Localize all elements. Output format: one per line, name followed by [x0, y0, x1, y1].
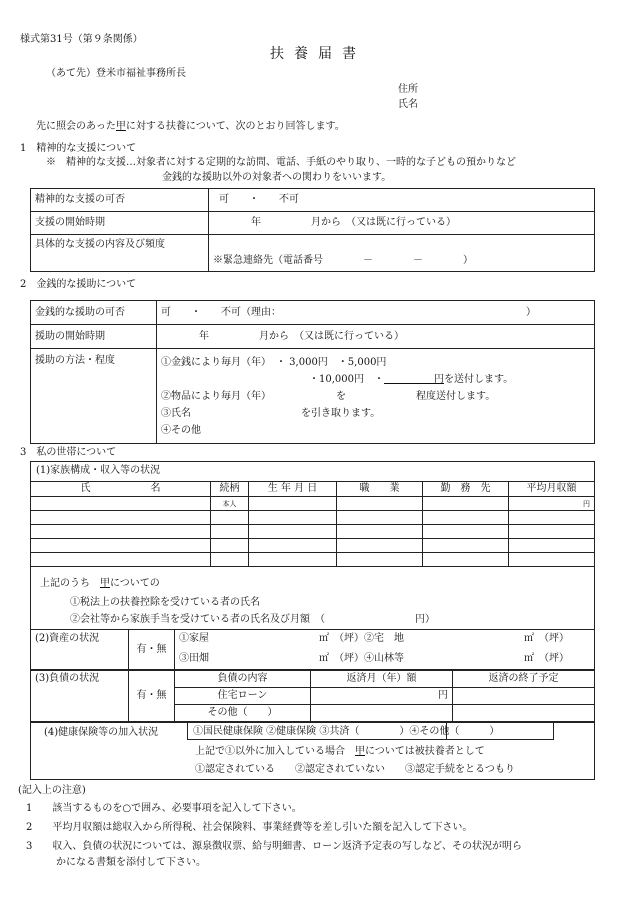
section1-heading: 1 精神的な支援について	[20, 143, 137, 154]
header-relation: 続柄	[211, 482, 249, 497]
table-row	[31, 511, 595, 525]
table-row	[31, 525, 595, 539]
asset-row-1[interactable]: ①家屋 ㎡ （坪）②宅 地 ㎡ （坪）	[175, 630, 595, 649]
below-table-text: 上記のうち 甲についての	[40, 578, 160, 589]
debt-header-end: 返済の終了予定	[453, 671, 595, 688]
note-3: 3 収入、負債の状況については、源泉徴収票、給与明細書、ローン返済予定表の写しなど、その状況が明ら	[26, 841, 522, 852]
addressee: （あて先）登米市福祉事務所長	[46, 68, 186, 79]
debt-header-content: 負債の内容	[175, 671, 311, 688]
debt-other[interactable]: その他（ ）	[175, 705, 311, 722]
debt-end-1[interactable]	[453, 688, 595, 705]
insurance-choices[interactable]: ①認定されている ②認定されていない ③認定手続をとるつもり	[195, 764, 515, 775]
method-line-5: ④その他	[161, 425, 201, 436]
cell[interactable]	[249, 497, 337, 511]
label-financial-start: 援助の開始時期	[31, 325, 157, 349]
cell-yen: 円	[509, 497, 595, 511]
value-emergency-contact[interactable]: ※緊急連絡先（電話番号 － － ）	[209, 235, 595, 272]
section1-note-cont: 金銭的な援助以外の対象者への関わりをいいます。	[162, 172, 392, 183]
label-financial-support: 金銭的な援助の可否	[31, 301, 157, 325]
debt-amount-yen[interactable]: 円	[311, 688, 453, 705]
cell[interactable]	[337, 497, 423, 511]
method-line-4: ③氏名 を引き取ります。	[161, 408, 381, 419]
table-row	[31, 553, 595, 567]
debt-yes-no[interactable]: 有・無	[129, 671, 175, 722]
insurance-label: (4)健康保険等の加入状況	[44, 727, 159, 738]
header-income: 平均月収額	[509, 482, 595, 497]
cell-honnin: 本人	[211, 497, 249, 511]
method-line-1: ①金銭により毎月（年） ・ 3,000円 ・5,000円	[161, 357, 387, 368]
header-occupation: 職 業	[337, 482, 423, 497]
method-line-2: ・10,000円 ・ 円を送付します。	[309, 374, 514, 385]
tax-dependent-option[interactable]: ①税法上の扶養控除を受けている者の氏名	[70, 597, 260, 608]
value-support-start[interactable]: 年 月から （又は既に行っている）	[209, 212, 595, 235]
debt-label: (3)負債の状況	[31, 671, 129, 722]
table-row	[31, 539, 595, 553]
debt-end-2[interactable]	[453, 705, 595, 722]
financial-support-table	[30, 300, 595, 444]
address-label: 住所	[398, 84, 418, 95]
header-workplace: 勤 務 先	[423, 482, 509, 497]
insurance-note: 上記で①以外に加入している場合 甲については被扶養者として	[195, 746, 485, 757]
section2-heading: 2 金銭的な援助について	[20, 279, 137, 290]
asset-label: (2)資産の状況	[31, 630, 129, 670]
value-mental-support[interactable]: 可 ・ 不可	[209, 189, 595, 212]
name-label: 氏名	[398, 99, 418, 110]
table-row	[31, 497, 595, 511]
label-method: 援助の方法・程度	[31, 349, 157, 444]
label-support-start: 支援の開始時期	[31, 212, 209, 235]
asset-table	[30, 629, 595, 670]
intro-text: 先に照会のあった甲に対する扶養について、次のとおり回答します。	[36, 121, 345, 132]
label-mental-support: 精神的な支援の可否	[31, 189, 209, 212]
cell[interactable]	[423, 497, 509, 511]
family-table	[30, 481, 595, 567]
debt-table	[30, 670, 595, 722]
section3-heading: 3 私の世帯について	[20, 447, 117, 458]
method-options[interactable]	[157, 349, 595, 444]
family-allowance-option[interactable]: ②会社等から家族手当を受けている者の氏名及び月額 （ 円）	[70, 614, 435, 625]
debt-header-amount: 返済月（年）額	[311, 671, 453, 688]
header-birthdate: 生 年 月 日	[249, 482, 337, 497]
header-name: 氏 名	[31, 482, 211, 497]
value-financial-start[interactable]: 年 月から （又は既に行っている）	[157, 325, 595, 349]
insurance-options[interactable]: ①国民健康保険 ②健康保険 ③共済（ ）④その他（ ）	[193, 726, 500, 737]
family-composition-title: (1)家族構成・収入等の状況	[36, 465, 161, 476]
label-support-content: 具体的な支援の内容及び頻度	[31, 235, 209, 272]
section1-note: ※ 精神的な支援…対象者に対する定期的な訪問、電話、手紙のやり取り、一時的な子どもの預かりなど	[46, 157, 516, 168]
note-2: 2 平均月収額は総収入から所得税、社会保険料、事業経費等を差し引いた額を記入して下さい。	[26, 822, 473, 833]
page-title: 扶養届書	[270, 46, 366, 62]
note-1: 1 該当するものを○で囲み、必要事項を記入して下さい。	[26, 803, 302, 814]
asset-row-2[interactable]: ③田畑 ㎡ （坪）④山林等 ㎡ （坪）	[175, 649, 595, 670]
debt-housing-loan: 住宅ローン	[175, 688, 311, 705]
debt-amount-2[interactable]	[311, 705, 453, 722]
cell[interactable]	[31, 497, 211, 511]
method-line-3: ②物品により毎月（年） を 程度送付します。	[161, 391, 496, 402]
mental-support-table	[30, 188, 595, 272]
value-financial-support[interactable]: 可 ・ 不可（理由： ）	[157, 301, 595, 325]
asset-yes-no[interactable]: 有・無	[129, 630, 175, 670]
form-number: 様式第31号（第９条関係）	[20, 34, 143, 45]
note-3-cont: かになる書類を添付して下さい。	[56, 857, 206, 868]
notes-heading: (記入上の注意)	[18, 785, 86, 796]
